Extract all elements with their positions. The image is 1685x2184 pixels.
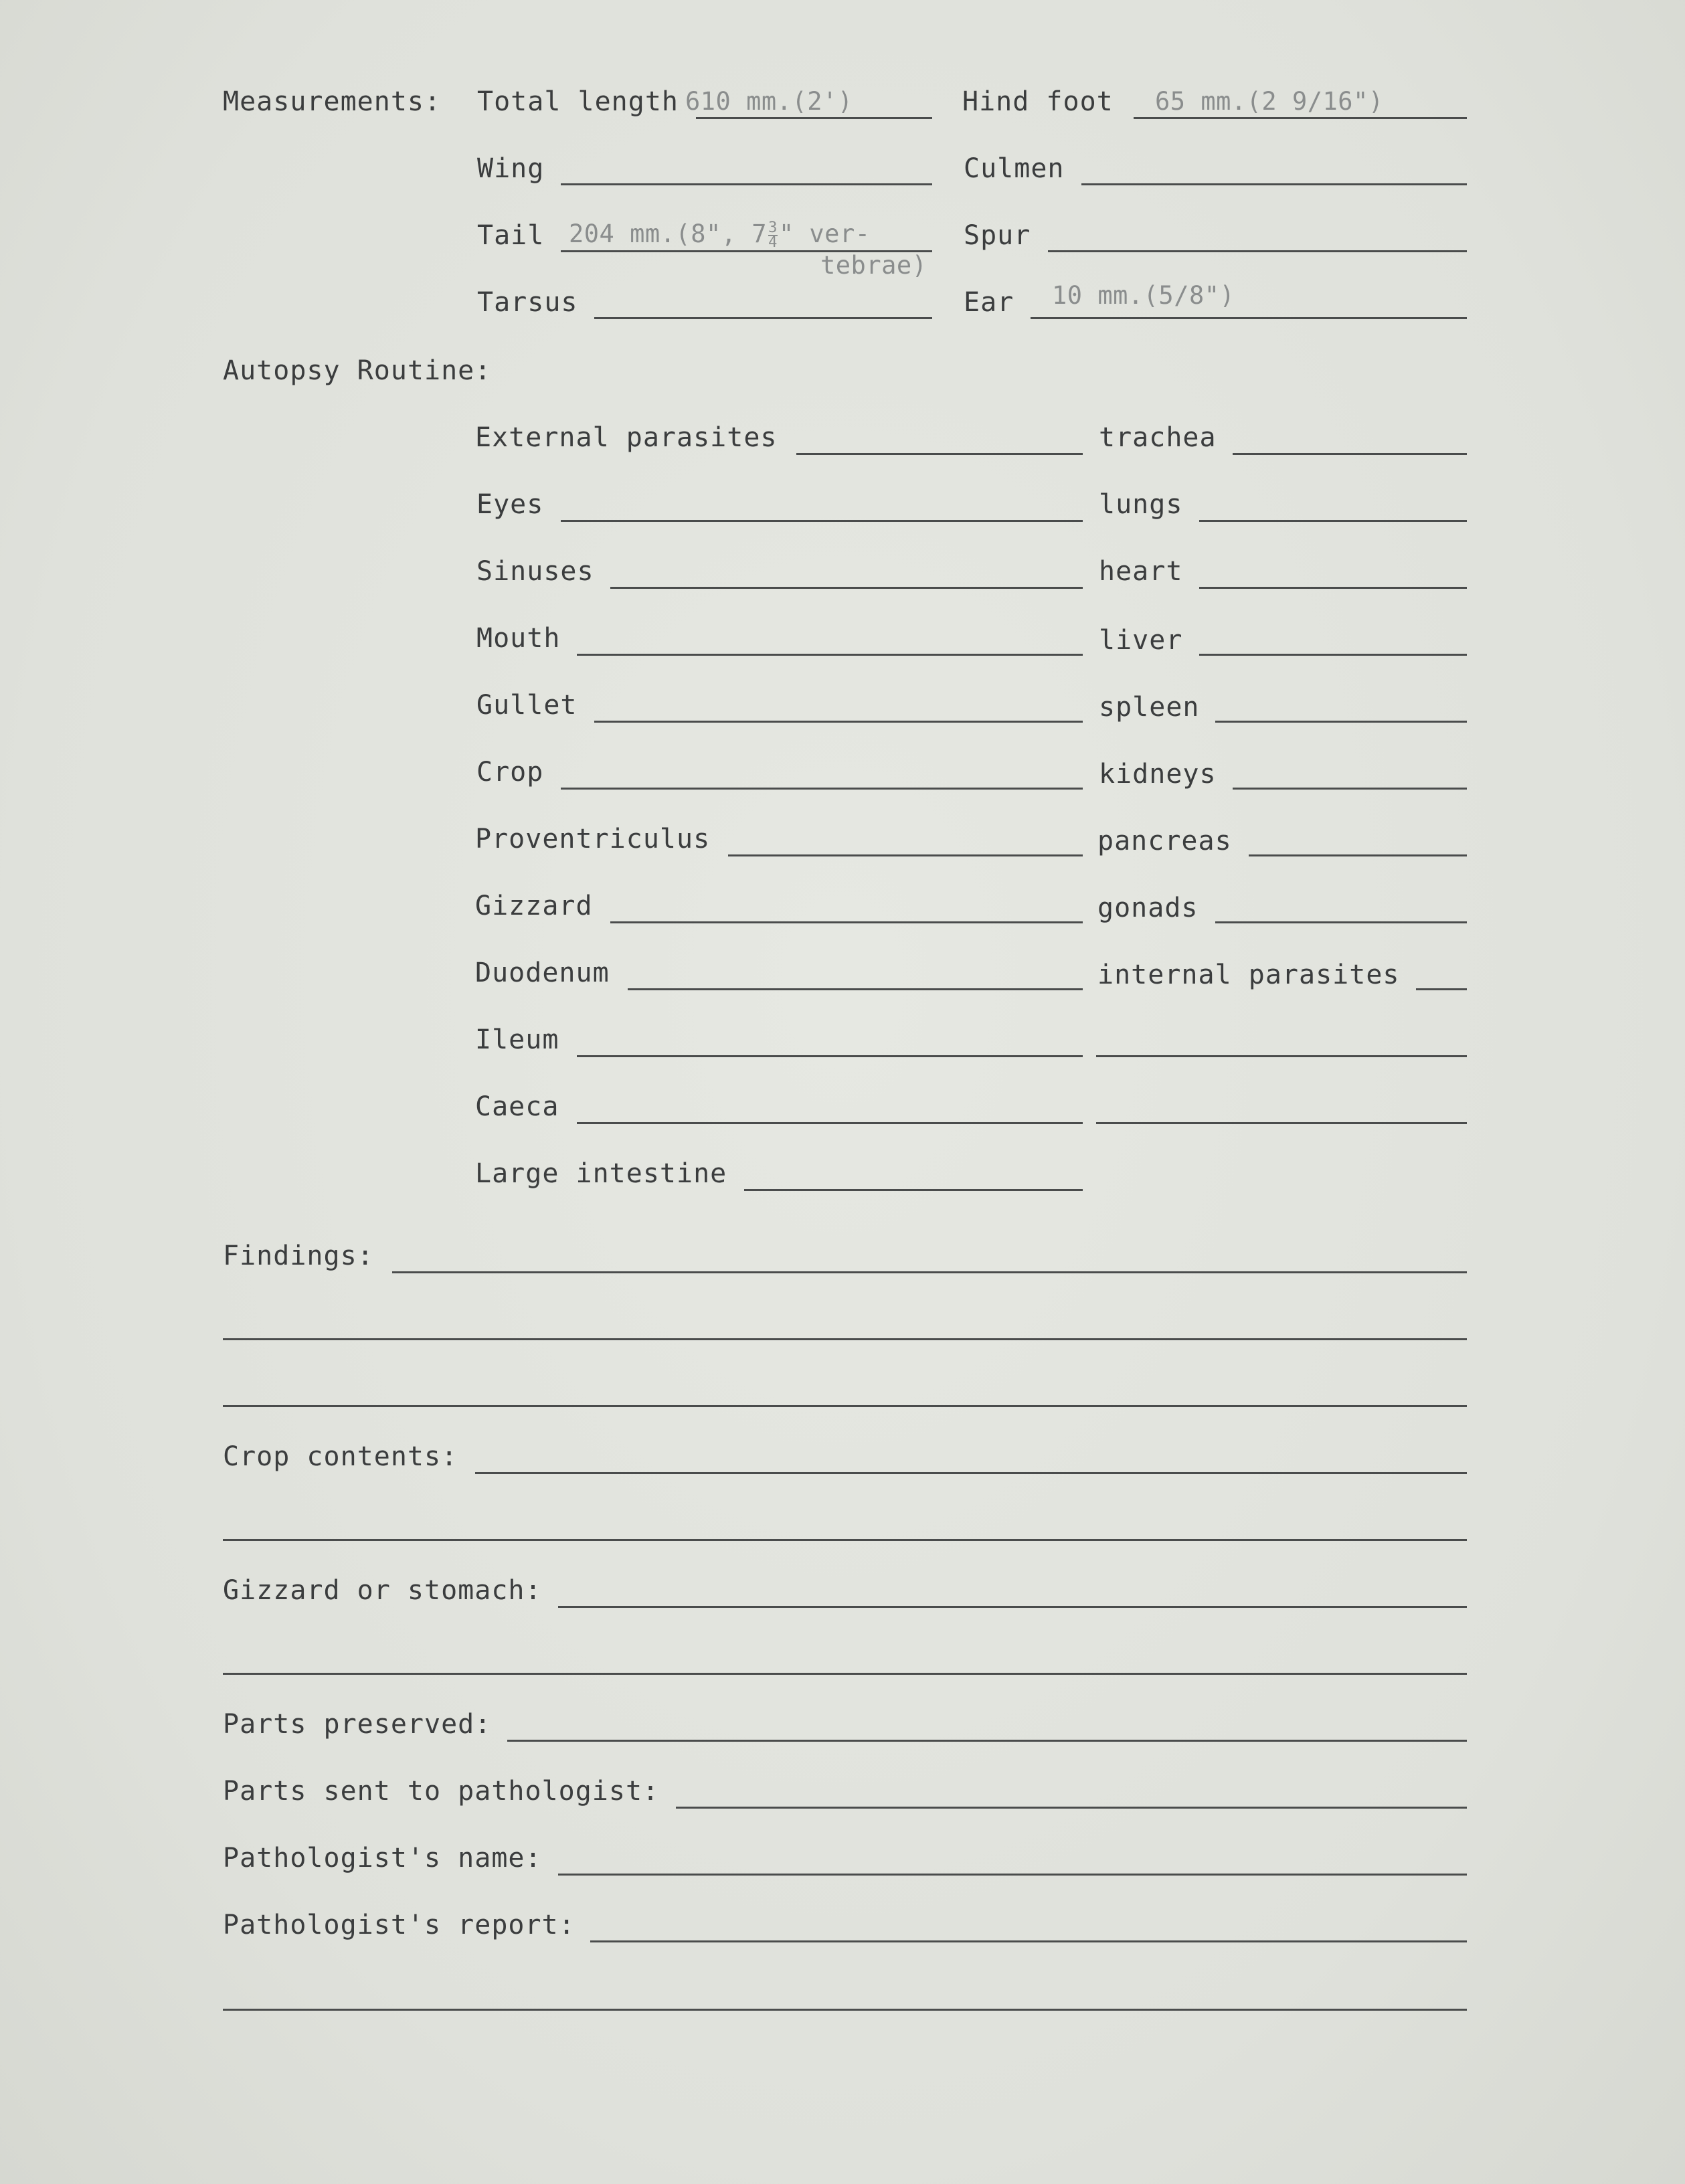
autopsy-heading: Autopsy Routine: xyxy=(223,355,492,386)
tail-value-continued: tebrae) xyxy=(820,251,927,280)
pathologist-name-label: Pathologist's name: xyxy=(223,1843,542,1874)
pathologist-report-line-1[interactable] xyxy=(590,1940,1467,1942)
trachea-line[interactable] xyxy=(1233,453,1467,455)
gonads-label: gonads xyxy=(1097,893,1199,923)
tail-value-tail: " ver- xyxy=(778,219,871,248)
findings-label: Findings: xyxy=(223,1241,374,1271)
gullet-label: Gullet xyxy=(476,690,578,721)
spur-label: Spur xyxy=(964,220,1031,251)
parts-sent-label: Parts sent to pathologist: xyxy=(223,1776,660,1807)
lungs-line[interactable] xyxy=(1199,520,1467,522)
culmen-line[interactable] xyxy=(1081,183,1467,185)
wing-line[interactable] xyxy=(561,183,932,185)
tarsus-label: Tarsus xyxy=(477,287,578,318)
heart-line[interactable] xyxy=(1199,587,1467,589)
spur-line[interactable] xyxy=(1048,250,1467,252)
findings-line-1[interactable] xyxy=(392,1271,1467,1273)
internal-parasites-label: internal parasites xyxy=(1097,960,1400,990)
pancreas-line[interactable] xyxy=(1249,854,1467,856)
large-intestine-label: Large intestine xyxy=(475,1158,727,1189)
ileum-label: Ileum xyxy=(475,1024,559,1055)
spleen-line[interactable] xyxy=(1215,721,1467,723)
caeca-label: Caeca xyxy=(475,1091,559,1122)
proventriculus-label: Proventriculus xyxy=(475,824,711,854)
liver-label: liver xyxy=(1099,625,1183,656)
measurements-heading: Measurements: xyxy=(223,86,442,117)
tail-fraction xyxy=(768,221,778,250)
gizzard-label: Gizzard xyxy=(475,891,593,921)
ear-line[interactable] xyxy=(1031,317,1467,319)
hind-foot-label: Hind foot xyxy=(962,86,1114,117)
tail-label: Tail xyxy=(477,220,545,251)
gizzard-line[interactable] xyxy=(610,921,1083,923)
findings-line-3[interactable] xyxy=(223,1405,1467,1407)
findings-line-2[interactable] xyxy=(223,1338,1467,1340)
crop-contents-line-2[interactable] xyxy=(223,1539,1467,1541)
gizzard-stomach-label: Gizzard or stomach: xyxy=(223,1575,542,1606)
external-parasites-label: External parasites xyxy=(475,422,778,453)
tarsus-line[interactable] xyxy=(594,317,932,319)
hind-foot-value: 65 mm.(2 9/16") xyxy=(1155,87,1384,116)
parts-preserved-label: Parts preserved: xyxy=(223,1709,492,1740)
crop-label: Crop xyxy=(476,757,544,788)
gonads-line[interactable] xyxy=(1215,921,1467,923)
proventriculus-line[interactable] xyxy=(728,854,1083,856)
eyes-label: Eyes xyxy=(476,489,544,520)
culmen-label: Culmen xyxy=(964,153,1065,184)
tail-value-main: 204 mm.(8", 7 xyxy=(569,219,768,248)
liver-line[interactable] xyxy=(1199,654,1467,656)
ileum-line[interactable] xyxy=(577,1055,1083,1057)
pathologist-report-label: Pathologist's report: xyxy=(223,1910,575,1940)
crop-contents-line-1[interactable] xyxy=(475,1472,1467,1474)
extra-right-line-1[interactable] xyxy=(1096,1055,1467,1057)
caeca-line[interactable] xyxy=(577,1122,1083,1124)
hind-foot-line[interactable] xyxy=(1134,117,1467,119)
spleen-label: spleen xyxy=(1099,692,1200,723)
mouth-line[interactable] xyxy=(577,654,1083,656)
tail-fraction-num: 3 xyxy=(768,219,778,236)
gullet-line[interactable] xyxy=(594,721,1083,723)
pancreas-label: pancreas xyxy=(1097,826,1232,856)
extra-right-line-2[interactable] xyxy=(1096,1122,1467,1124)
parts-preserved-line[interactable] xyxy=(507,1740,1467,1742)
duodenum-label: Duodenum xyxy=(475,958,610,988)
ear-label: Ear xyxy=(964,287,1014,318)
pathologist-name-line[interactable] xyxy=(558,1874,1467,1876)
kidneys-line[interactable] xyxy=(1233,788,1467,790)
parts-sent-line[interactable] xyxy=(676,1807,1467,1809)
large-intestine-line[interactable] xyxy=(744,1189,1083,1191)
tail-value xyxy=(569,219,871,250)
gizzard-stomach-line-1[interactable] xyxy=(558,1606,1467,1608)
lungs-label: lungs xyxy=(1099,489,1183,520)
sinuses-label: Sinuses xyxy=(476,556,594,587)
tail-fraction-den: 4 xyxy=(768,234,778,251)
duodenum-line[interactable] xyxy=(628,988,1083,990)
kidneys-label: kidneys xyxy=(1099,759,1217,790)
eyes-line[interactable] xyxy=(561,520,1083,522)
crop-contents-label: Crop contents: xyxy=(223,1441,458,1472)
heart-label: heart xyxy=(1099,556,1183,587)
ear-value: 10 mm.(5/8") xyxy=(1052,281,1235,310)
trachea-label: trachea xyxy=(1099,422,1217,453)
total-length-line[interactable] xyxy=(696,117,932,119)
internal-parasites-line[interactable] xyxy=(1416,988,1467,990)
total-length-value: 610 mm.(2') xyxy=(685,87,853,116)
crop-line[interactable] xyxy=(561,788,1083,790)
sinuses-line[interactable] xyxy=(610,587,1083,589)
pathologist-report-line-2[interactable] xyxy=(223,2009,1467,2011)
mouth-label: Mouth xyxy=(476,623,561,654)
external-parasites-line[interactable] xyxy=(796,453,1083,455)
gizzard-stomach-line-2[interactable] xyxy=(223,1673,1467,1675)
total-length-label: Total length xyxy=(477,86,679,117)
wing-label: Wing xyxy=(477,153,545,184)
